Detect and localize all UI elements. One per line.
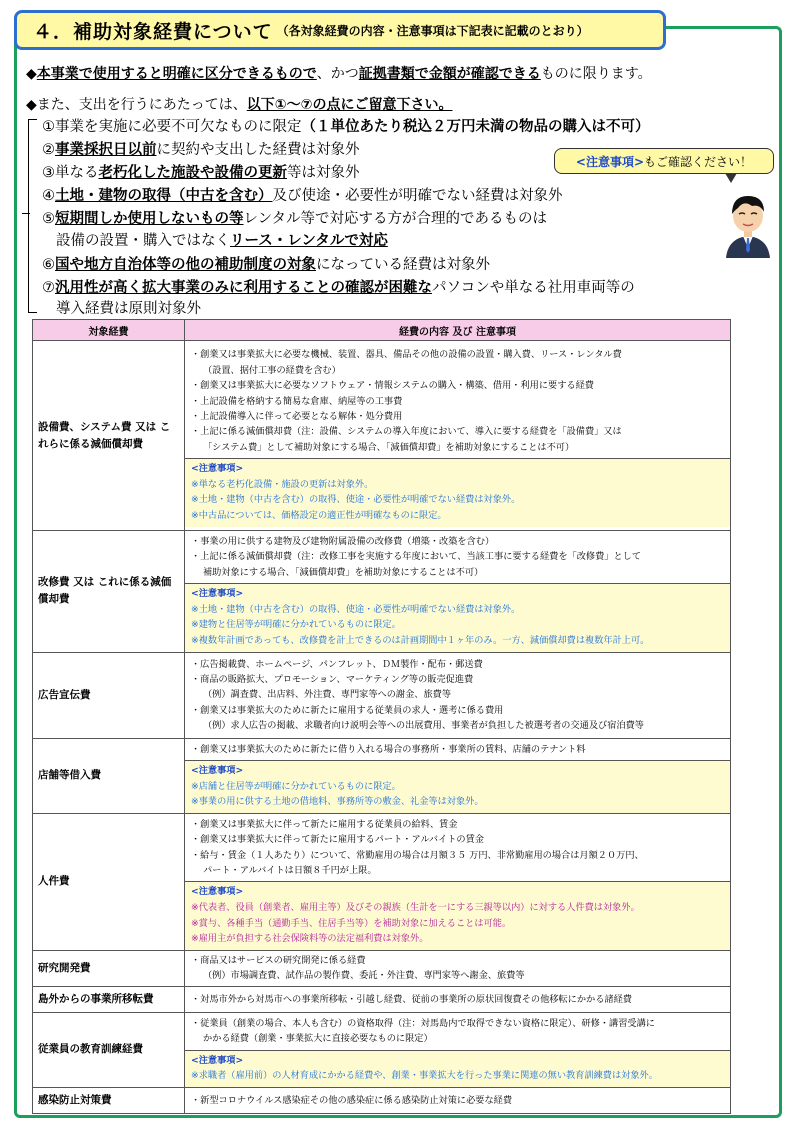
- intro-line-1: [26, 63, 652, 83]
- callout-highlight: <注意事項>: [575, 154, 645, 169]
- category-relocation: 島外からの事業所移転費: [33, 986, 185, 1012]
- note: ※店舗と住居等が明確に分かれているものに限定。: [191, 780, 401, 792]
- item: ・給与・賃金（１人あたり）について、常勤雇用の場合は月額３５ 万円、非常勤雇用の場合は月額２０万円、: [191, 849, 644, 861]
- item: （例）調査費、出店料、外注費、専門家等への謝金、旅費等: [203, 689, 452, 701]
- intro2-emphasis: 以下①～⑦の点にご留意下さい。: [246, 97, 453, 113]
- note: ※雇用主が負担する社会保険料等の法定福利費は対象外。: [191, 933, 429, 945]
- table-row-infection: [33, 1087, 731, 1113]
- header-category: 対象経費: [33, 320, 185, 341]
- item: ・上記に係る減価償却費（注：改修工事を実施する年度において、当該工事に要する経費を「改修費」として: [191, 551, 642, 563]
- item: ・新型コロナウイルス感染症その他の感染症に係る感染防止対策に必要な経費: [191, 1094, 513, 1106]
- point-5-text: レンタル等で対応する方が合理的であるものは: [243, 211, 548, 227]
- point-4-emphasis: 土地・建物の取得（中古を含む）: [55, 188, 273, 204]
- notes-equipment: [185, 458, 730, 526]
- diamond-bullet-icon: ◆: [26, 97, 37, 113]
- point-5-emphasis-2: リース・レンタルで対応: [230, 233, 388, 249]
- item: （例）市場調査費、試作品の製作費、委託・外注費、専門家等へ謝金、旅費等: [203, 970, 525, 982]
- item: ・上記設備導入に伴って必要となる解体・処分費用: [191, 411, 403, 423]
- intro1-text-1: 、かつ: [316, 66, 359, 82]
- items-infection: [185, 1090, 730, 1111]
- point-3-text-2: 等は対象外: [287, 165, 360, 181]
- notes-label: <注意事項>: [191, 463, 244, 475]
- items-rent: [185, 739, 730, 760]
- notes-label: <注意事項>: [191, 1054, 244, 1066]
- item: ・事業の用に供する建物及び建物附属設備の改修費（増築・改築を含む）: [191, 536, 495, 547]
- category-rent: 店舗等借入費: [33, 738, 185, 813]
- point-3-emphasis: 老朽化した施設や設備の更新: [98, 165, 287, 181]
- category-equipment: 設備費、システム費 又は これらに係る減価償却費: [33, 341, 185, 531]
- point-7-text: パソコンや単なる社用車両等の: [432, 280, 635, 296]
- point-7-num: ⑦: [42, 280, 55, 296]
- table-row-advertising: [33, 652, 731, 738]
- section-title-sub: （各対象経費の内容・注意事項は下記表に記載のとおり）: [276, 23, 589, 38]
- note: ※事業の用に供する土地の借地料、事務所等の敷金、礼金等は対象外。: [191, 796, 484, 808]
- callout-tail: [725, 173, 737, 183]
- note: ※代表者、役員（創業者、雇用主等）及びその親族（生計を一にする三親等以内）に対する人件費は対象外。: [191, 902, 640, 913]
- diamond-bullet-icon: ◆: [26, 66, 37, 82]
- items-advertising: [185, 654, 730, 737]
- intro1-text-2: ものに限ります。: [540, 66, 652, 82]
- item: ・商品の販路拡大、プロモーション、マーケティング等の販売促進費: [191, 673, 474, 685]
- point-6-emphasis: 国や地方自治体等の他の補助制度の対象: [55, 257, 316, 273]
- point-6-text: になっている経費は対象外: [316, 257, 490, 273]
- table-row-relocation: [33, 986, 731, 1012]
- point-7-cont: [56, 299, 201, 319]
- note: ※単なる老朽化設備・施設の更新は対象外。: [191, 478, 374, 490]
- note: ※建物と住居等が明確に分かれているものに限定。: [191, 619, 401, 631]
- cost-table: [32, 319, 731, 1114]
- category-renovation: 改修費 又は これに係る減価償却費: [33, 531, 185, 653]
- point-2-text: に契約や支出した経費は対象外: [156, 142, 360, 158]
- point-7-text-2: 導入経費は原則対象外: [56, 301, 201, 317]
- point-1-bold: （１単位あたり税込２万円未満の物品の購入は不可）: [301, 119, 650, 135]
- table-header-row: [33, 320, 731, 341]
- point-6-num: ⑥: [42, 257, 55, 273]
- category-advertising: 広告宣伝費: [33, 652, 185, 738]
- category-infection: 感染防止対策費: [33, 1087, 185, 1113]
- point-5-text-2: 設備の設置・購入ではなく: [56, 233, 230, 249]
- note: ※賞与、各種手当（通勤手当、住居手当等）を補助対象に加えることは可能。: [191, 917, 512, 929]
- point-2-num: ②: [42, 142, 55, 158]
- item: ・従業員（創業の場合、本人も含む）の資格取得（注：対馬島内で取得できない資格に限定）、研修・講習受講に: [191, 1017, 655, 1029]
- items-equipment: [185, 344, 730, 458]
- note: ※土地・建物（中古を含む）の取得、使途・必要性が明確でない経費は対象外。: [191, 494, 521, 506]
- notes-personnel: [185, 881, 730, 949]
- detail-rent: [185, 738, 731, 813]
- table-row-training: [33, 1012, 731, 1087]
- item: ・広告掲載費、ホームページ、パンフレット、ＤＭ製作・配布・郵送費: [191, 658, 483, 670]
- table-row-equipment: [33, 341, 731, 531]
- point-1-text: ①事業を実施に必要不可欠なものに限定: [42, 119, 302, 135]
- detail-advertising: [185, 652, 731, 738]
- item: ・創業又は事業拡大のために新たに借り入れる場合の事務所・事業所の賃料、店舗のテナント料: [191, 743, 586, 755]
- point-4-text: 及び使途・必要性が明確でない経費は対象外: [272, 188, 563, 204]
- notes-label: <注意事項>: [191, 765, 244, 776]
- detail-rd: [185, 950, 731, 986]
- notes-label: <注意事項>: [191, 588, 244, 600]
- item: 「システム費」として補助対象にする場合、「減価償却費」を補助対象にすることは不可）: [203, 441, 575, 453]
- section-title-main: ４．補助対象経費について: [33, 20, 273, 43]
- points-bracket: [28, 119, 37, 313]
- notes-label: <注意事項>: [191, 886, 244, 898]
- businessman-icon: [722, 188, 774, 258]
- items-rd: [185, 952, 730, 985]
- item: ・創業又は事業拡大のために新たに雇用する従業員の求人・選考に係る費用: [191, 704, 504, 716]
- point-2-emphasis: 事業採択日以前: [55, 142, 157, 158]
- item: パート・アルバイトは日額８千円が上限。: [203, 865, 377, 876]
- point-2: [42, 140, 360, 160]
- intro-line-2: [26, 94, 453, 114]
- item: （設置、据付工事の経費を含む）: [203, 364, 341, 376]
- item: かかる経費（創業・事業拡大に直接必要なものに限定）: [203, 1033, 433, 1045]
- point-5-emphasis: 短期間しか使用しないもの等: [55, 211, 244, 227]
- item: ・上記設備を格納する簡易な倉庫、納屋等の工事費: [191, 395, 403, 407]
- point-4-num: ④: [42, 188, 55, 204]
- point-3-text: ③単なる: [42, 165, 99, 181]
- point-1: [42, 117, 650, 137]
- section-title: [14, 10, 666, 50]
- point-5-cont: [56, 231, 388, 251]
- item: 補助対象にする場合、「減価償却費」を補助対象にすることは不可）: [203, 566, 484, 578]
- item: ・商品又はサービスの研究開発に係る経費: [191, 954, 366, 966]
- notes-training: [185, 1050, 730, 1087]
- detail-renovation: [185, 531, 731, 653]
- point-3: [42, 163, 360, 183]
- detail-relocation: [185, 986, 731, 1012]
- points-bracket-tick: [22, 213, 30, 214]
- intro2-text: また、支出を行うにあたっては、: [36, 97, 247, 113]
- item: ・対馬市外から対馬市への事業所移転・引越し経費、従前の事業所の原状回復費その他移転にかかる諸経費: [191, 993, 632, 1005]
- item: ・創業又は事業拡大に伴って新たに雇用するパート・アルバイトの賃金: [191, 834, 484, 846]
- table-row-rent: [33, 738, 731, 813]
- detail-infection: [185, 1087, 731, 1113]
- notes-renovation: [185, 583, 730, 651]
- intro1-emphasis-2: 証拠書類で金額が確認できる: [358, 66, 541, 82]
- item: ・上記に係る減価償却費（注：設備、システムの導入年度において、導入に要する経費を「設備費」又は: [191, 426, 622, 438]
- item: ・創業又は事業拡大に必要なソフトウェア・情報システムの購入・構築、借用・利用に要する経費: [191, 380, 594, 392]
- item: ・創業又は事業拡大に必要な機械、装置、器具、備品その他の設備の設置・購入費、リース・レンタル費: [191, 349, 622, 361]
- header-detail: 経費の内容 及び 注意事項: [185, 320, 731, 341]
- detail-equipment: [185, 341, 731, 531]
- note: ※土地・建物（中古を含む）の取得、使途・必要性が明確でない経費は対象外。: [191, 603, 521, 615]
- category-rd: 研究開発費: [33, 950, 185, 986]
- notes-rent: [185, 760, 730, 813]
- items-personnel: [185, 814, 730, 882]
- table-row-rd: [33, 950, 731, 986]
- point-6: [42, 255, 490, 275]
- detail-training: [185, 1012, 731, 1087]
- point-7-emphasis: 汎用性が高く拡大事業のみに利用することの確認が困難な: [55, 280, 432, 296]
- point-7: [42, 278, 635, 298]
- table-row-renovation: [33, 531, 731, 653]
- category-personnel: 人件費: [33, 813, 185, 950]
- items-training: [185, 1013, 730, 1050]
- category-training: 従業員の教育訓練経費: [33, 1012, 185, 1087]
- point-5: [42, 209, 547, 229]
- callout-text: もご確認ください！: [644, 154, 753, 169]
- item: ・創業又は事業拡大に伴って新たに雇用する従業員の給料、賃金: [191, 818, 458, 830]
- table-row-personnel: [33, 813, 731, 950]
- intro1-emphasis-1: 本事業で使用すると明確に区分できるもので: [36, 66, 317, 82]
- notice-callout: [554, 148, 774, 174]
- note: ※求職者（雇用前）の人材育成にかかる経費や、創業・事業拡大を行った事業に関連の無い教育訓練費は対象外。: [191, 1070, 658, 1082]
- items-renovation: [185, 531, 730, 583]
- items-relocation: [185, 989, 730, 1010]
- note: ※中古品については、価格設定の適正性が明確なものに限定。: [191, 510, 447, 522]
- detail-personnel: [185, 813, 731, 950]
- item: （例）求人広告の掲載、求職者向け説明会等への出展費用、事業者が負担した被選考者の交通及び宿泊費等: [203, 720, 644, 732]
- point-4: [42, 186, 563, 206]
- note: ※複数年計画であっても、改修費を計上できるのは計画期間中１ヶ年のみ。一方、減価償却費は複数年計上可。: [191, 635, 650, 646]
- point-5-num: ⑤: [42, 211, 55, 227]
